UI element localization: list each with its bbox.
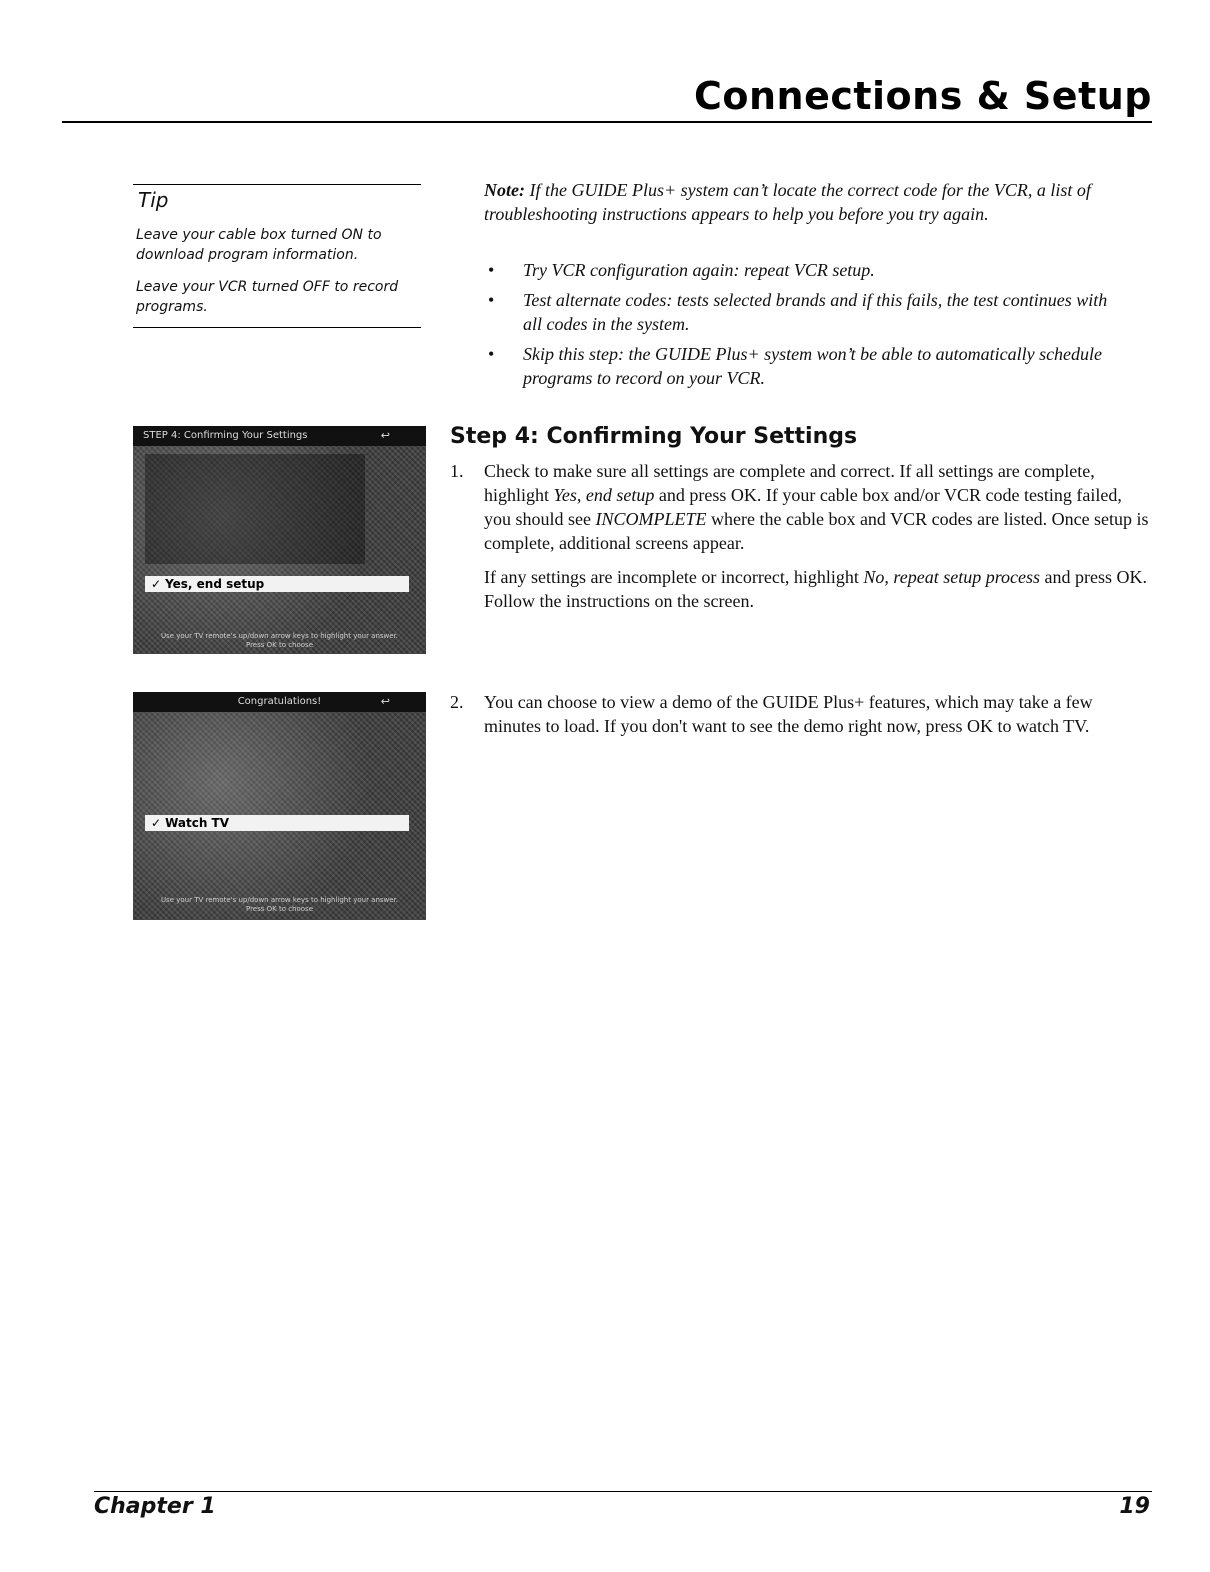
note-text: If the GUIDE Plus+ system can’t locate the correct code for the VCR, a list of troubleshooting instructions appears to help you before you try again. [484,180,1091,224]
tip-bottom-rule [133,327,421,328]
page-header-title: Connections & Setup [693,74,1152,118]
item-2-paragraph: You can choose to view a demo of the GUIDE Plus+ features, which may take a few minutes to load. If you don't want to see the demo right now, press OK to watch TV. [484,692,1093,736]
checkmark-icon: ✓ [151,816,162,830]
item-1-paragraph: Check to make sure all settings are complete and correct. If all settings are complete, highlight Yes, end setup and press OK. If your cable box and/or VCR code testing failed, you should see INCOMPLETE where the cable box and VCR codes are listed. Once setup is complete, additional screens appear. [484,461,1149,553]
step-item-1 [450,459,1150,613]
step-heading: Step 4: Confirming Your Settings [450,424,858,449]
header-rule [62,121,1152,123]
tip-title: Tip [138,188,169,212]
item-number: 2. [450,692,464,712]
tip-line-cable-box: Leave your cable box turned ON to download program information. [136,227,382,263]
screen-title-bar: STEP 4: Confirming Your Settings ↩ [133,426,426,446]
tv-screenshot-congratulations [133,692,426,920]
item-number: 1. [450,461,464,481]
screen-highlight-option: ✓ Watch TV [145,815,409,831]
bullet-icon: • [488,260,495,280]
screen-settings-list [145,454,365,564]
screen-footer-instruction: Use your TV remote's up/down arrow keys to highlight your answer. Press OK to choose [160,896,399,913]
bullet-icon: • [488,290,495,310]
tip-top-rule [133,184,421,185]
screen-highlight-option: ✓ Yes, end setup [145,576,409,592]
item-1-paragraph-2: If any settings are incomplete or incorrect, highlight No, repeat setup process and press OK. Follow the instructions on the screen. [484,567,1148,611]
screen-footer-instruction: Use your TV remote's up/down arrow keys to highlight your answer. Press OK to choose [160,632,399,649]
checkmark-icon: ✓ [151,577,162,591]
note-label: Note: [484,180,525,200]
note-paragraph [484,178,1124,226]
bullet-icon: • [488,344,495,364]
step-item-2 [450,690,1150,738]
page-number: 19 [1119,1494,1150,1519]
tip-line-vcr: Leave your VCR turned OFF to record programs. [136,279,399,315]
list-item: • Try VCR configuration again: repeat VCR setup. [488,260,875,280]
footer-chapter: Chapter 1 [94,1494,216,1519]
back-arrow-icon: ↩ [380,429,390,442]
tv-screenshot-confirm-settings [133,426,426,654]
list-item: • Skip this step: the GUIDE Plus+ system won’t be able to automatically schedule programs to record on your VCR. [488,344,1103,388]
screen-title-bar: Congratulations! ↩ [133,692,426,712]
list-item: • Test alternate codes: tests selected brands and if this fails, the test continues with all codes in the system. [488,290,1108,334]
footer-rule [94,1491,1152,1492]
note-bullet-list [488,258,1128,396]
back-arrow-icon: ↩ [380,695,390,708]
